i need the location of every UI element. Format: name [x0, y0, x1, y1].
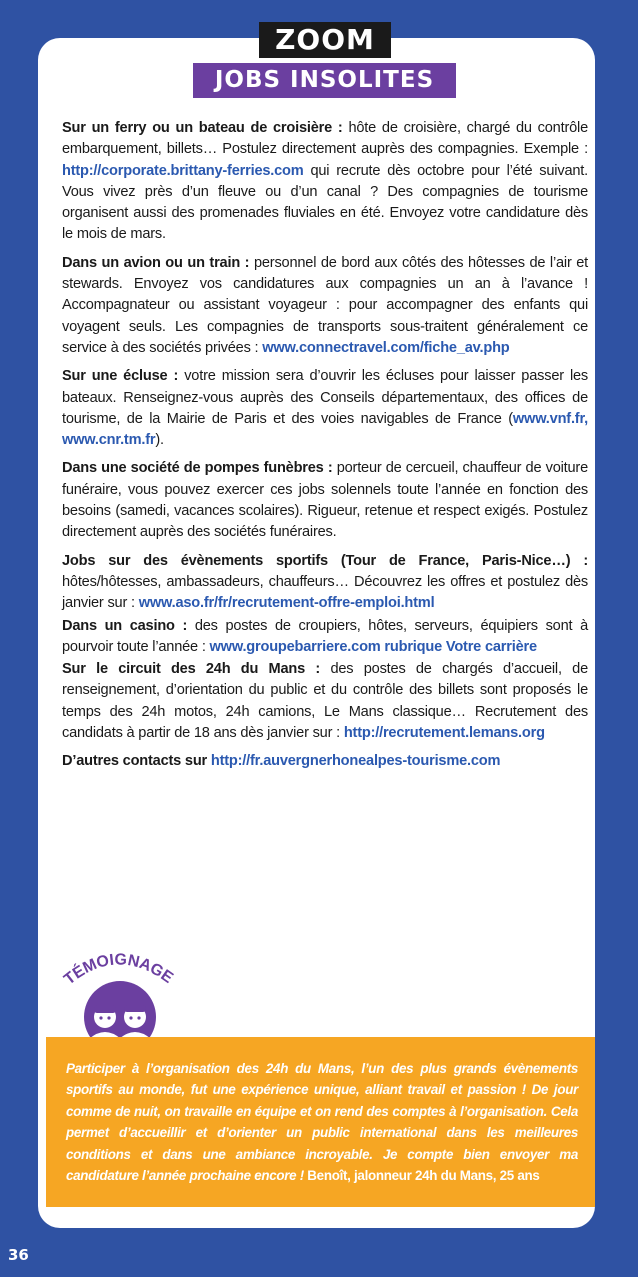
- paragraph-lead: Dans un avion ou un train :: [62, 254, 250, 271]
- paragraph-ecluse: [62, 366, 588, 451]
- link-lemans[interactable]: http://recrutement.lemans.org: [343, 725, 545, 742]
- article-body: [62, 118, 588, 780]
- section-title: JOBS INSOLITES: [193, 63, 456, 98]
- paragraph-sport: [62, 551, 588, 615]
- link-auvergne-tourisme[interactable]: http://fr.auvergnerhonealpes-tourisme.com: [210, 753, 501, 770]
- paragraph-contacts: [62, 751, 588, 772]
- testimony-text: Participer à l’organisation des 24h du Mans, l’un des plus grands évènements sportifs au monde, fut une expérience unique, alliant travail et passion ! De jour comme de nuit, on travaille en équipe et on rend des comptes à l’organisation. Cela permet d’accueillir et d’orienter un public international dans les meilleures conditions et dans une ambiance incroyable. Je compte bien envoyer ma candidature l’année prochaine encore !: [66, 1061, 578, 1184]
- page-number: 36: [8, 1246, 29, 1264]
- paragraph-lead: Jobs sur des évènements sportifs (Tour de France, Paris-Nice…) :: [62, 552, 588, 569]
- paragraph-lead: Dans un casino :: [62, 617, 188, 634]
- link-connectravel[interactable]: www.connectravel.com/fiche_av.php: [262, 339, 510, 356]
- link-aso[interactable]: www.aso.fr/fr/recrutement-offre-emploi.html: [138, 595, 435, 612]
- paragraph-ferry: [62, 118, 588, 246]
- paragraph-text: des postes de croupiers, hôtes, serveurs, équipiers sont à pourvoir toute l’année :: [62, 617, 588, 655]
- temoignage-label: TÉMOIGNAGE: [61, 951, 177, 989]
- paragraph-text: personnel de bord aux côtés des hôtesses de l’air et stewards. Envoyez vos candidatures aux compagnies un an à l’avance ! Accompagnateur ou assistant voyageur : pour accompagner des enfants qui voyagent seuls. Les compagnies de transports sous-traitent généralement ce service à des sociétés privées :: [62, 254, 589, 356]
- paragraph-lead: D’autres contacts sur: [62, 753, 208, 770]
- paragraph-text: des postes de chargés d’accueil, de renseignement, d’orientation du public et du contrôle des billets sont proposés le temps des 24h motos, 24h camions, Le Mans classique… Recrutement des candidats à partir de 18 ans dès janvier sur :: [62, 661, 588, 742]
- paragraph-text: votre mission sera d’ouvrir les écluses pour laisser passer les bateaux. Renseignez-vous auprès des Conseils départementaux, des offices de tourisme, de la Mairie de Paris et des voies navigables de France (: [62, 368, 589, 427]
- paragraph-text: hôtes/hôtesses, ambassadeurs, chauffeurs… Découvrez les offres et postulez dès janvier sur :: [62, 573, 588, 612]
- paragraph-24h-mans: [62, 659, 588, 744]
- paragraph-lead: Sur le circuit des 24h du Mans :: [62, 661, 321, 678]
- testimony-quote: [66, 1058, 578, 1186]
- paragraph-text: hôte de croisière, chargé du contrôle embarquement, billets… Postulez directement auprès des compagnies. Exemple :: [62, 120, 588, 158]
- paragraph-pompes-funebres: [62, 458, 588, 543]
- link-groupebarriere[interactable]: www.groupebarriere.com rubrique Votre carrière: [209, 638, 537, 655]
- link-brittany-ferries[interactable]: http://corporate.brittany-ferries.com: [62, 162, 304, 179]
- paragraph-text: porteur de cercueil, chauffeur de voiture funéraire, vous pouvez exercer ces jobs solennels toute l’année en fonction des besoins (samedi, vacances scolaires). Rigueur, retenue et respect exigés. Postulez directement auprès des sociétés funéraires.: [62, 460, 588, 541]
- link-vnf-cnr[interactable]: www.vnf.fr, www.cnr.tm.fr: [62, 410, 588, 449]
- paragraph-text: qui recrute dès octobre pour l’été suivant. Vous vivez près d’un fleuve ou d’un canal ? Des compagnies de tourisme organisent aussi des promenades fluviales en été. Envoyez votre candidature dès le mois de mars.: [62, 162, 588, 243]
- paragraph-casino: [62, 616, 588, 659]
- paragraph-avion: [62, 253, 588, 359]
- paragraph-lead: Sur une écluse :: [62, 368, 179, 385]
- zoom-badge: ZOOM: [259, 22, 391, 58]
- testimony-author: Benoît, jalonneur 24h du Mans, 25 ans: [303, 1168, 540, 1184]
- paragraph-lead: Sur un ferry ou un bateau de croisière :: [62, 120, 343, 136]
- paragraph-lead: Dans une société de pompes funèbres :: [62, 460, 333, 477]
- paragraph-text: ).: [155, 432, 164, 449]
